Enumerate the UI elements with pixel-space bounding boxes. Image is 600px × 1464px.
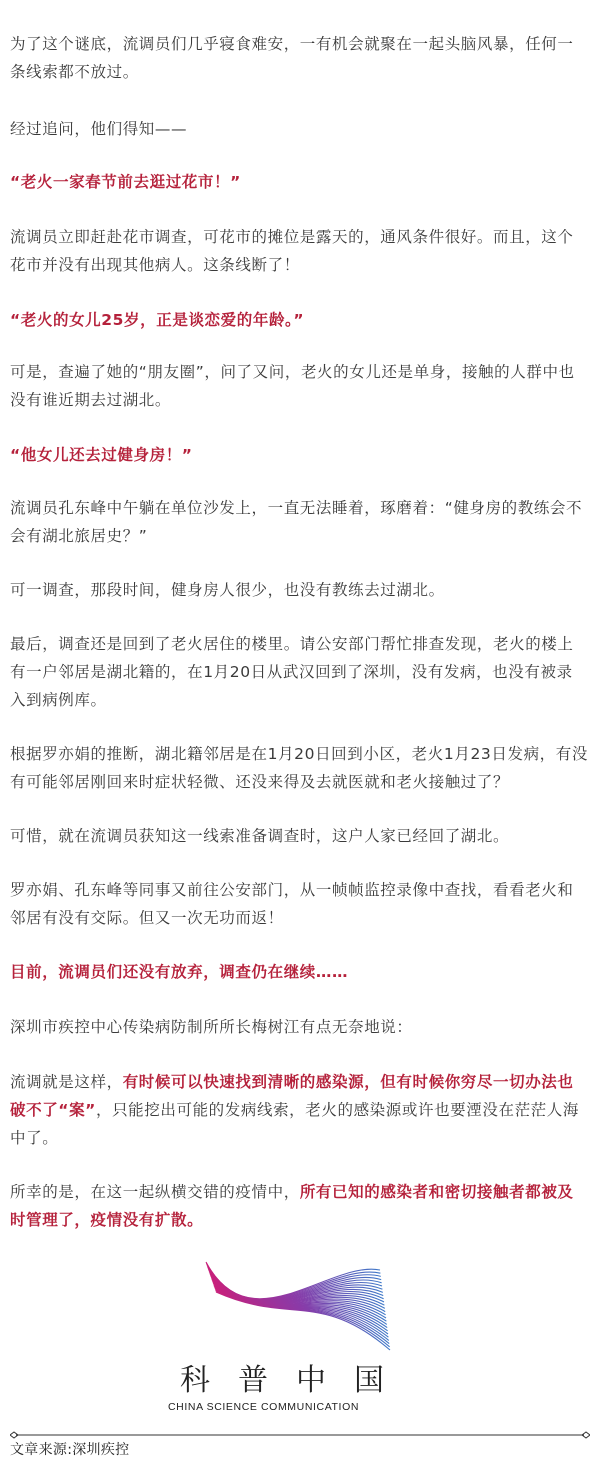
paragraph: 流调员立即赶赴花市调查，可花市的摊位是露天的，通风条件很好。而且，这个花市并没有出现其他病人。这条线断了！ — [10, 228, 574, 274]
paragraph: 经过追问，他们得知—— — [10, 120, 188, 138]
highlight-quote: “老火的女儿25岁，正是谈恋爱的年龄。” — [10, 311, 305, 329]
logo-cn-text — [180, 1364, 384, 1397]
paragraph-mixed — [10, 1178, 588, 1234]
text-span: ，只能挖出可能的发病线索，老火的感染源或许也要湮没在茫茫人海中了。 — [10, 1101, 579, 1147]
paragraph: 可是，查遍了她的“朋友圈”，问了又问，老火的女儿还是单身，接触的人群中也没有谁近期去过湖北。 — [10, 363, 575, 409]
paragraph: 流调员孔东峰中午躺在单位沙发上，一直无法睡着，琢磨着：“健身房的教练会不会有湖北旅居史？” — [10, 499, 583, 545]
highlight-quote: “老火一家春节前去逛过花市！” — [10, 173, 241, 191]
highlight-statement: 目前，流调员们还没有放弃，调查仍在继续…… — [10, 963, 349, 981]
paragraph: 可惜，就在流调员获知这一线索准备调查时，这户人家已经回了湖北。 — [10, 827, 510, 845]
text-span: 所幸的是，在这一起纵横交错的疫情中， — [10, 1183, 300, 1201]
article-source: 文章来源:深圳疾控 — [10, 1442, 130, 1458]
logo-char: 科 — [180, 1364, 210, 1397]
paragraph: 为了这个谜底，流调员们几乎寝食难安，一有机会就聚在一起头脑风暴，任何一条线索都不放过。 — [10, 35, 574, 81]
logo-graphic — [160, 1250, 420, 1420]
paragraph: 可一调查，那段时间，健身房人很少，也没有教练去过湖北。 — [10, 581, 445, 599]
logo-char: 中 — [296, 1364, 326, 1397]
divider-line — [10, 1426, 590, 1438]
logo-char: 国 — [354, 1364, 384, 1397]
text-span: 流调就是这样， — [10, 1073, 123, 1091]
ribbon-lines — [206, 1262, 390, 1350]
paragraph-mixed — [10, 1068, 588, 1152]
highlight-span: 所有已知的感染者和密切接触者都被及时管理了，疫情没有扩散。 — [10, 1183, 574, 1229]
highlight-span: 有时候可以快速找到清晰的感染源，但有时候你穷尽一切办法也破不了“案” — [10, 1073, 574, 1119]
paragraph: 根据罗亦娟的推断，湖北籍邻居是在1月20日回到小区，老火1月23日发病，有没有可能邻居刚回来时症状轻微、还没来得及去就医就和老火接触过了？ — [10, 745, 588, 791]
paragraph: 罗亦娟、孔东峰等同事又前往公安部门，从一帧帧监控录像中查找，看看老火和邻居有没有交际。但又一次无功而返！ — [10, 881, 574, 927]
logo-en-text: CHINA SCIENCE COMMUNICATION — [168, 1401, 360, 1413]
paragraph: 最后，调查还是回到了老火居住的楼里。请公安部门帮忙排查发现，老火的楼上有一户邻居是湖北籍的，在1月20日从武汉回到了深圳，没有发病，也没有被录入到病例库。 — [10, 635, 574, 709]
china-science-communication-logo — [160, 1250, 420, 1420]
logo-char: 普 — [238, 1364, 268, 1397]
highlight-quote: “他女儿还去过健身房！” — [10, 446, 193, 464]
paragraph: 深圳市疾控中心传染病防制所所长梅树江有点无奈地说： — [10, 1018, 413, 1036]
